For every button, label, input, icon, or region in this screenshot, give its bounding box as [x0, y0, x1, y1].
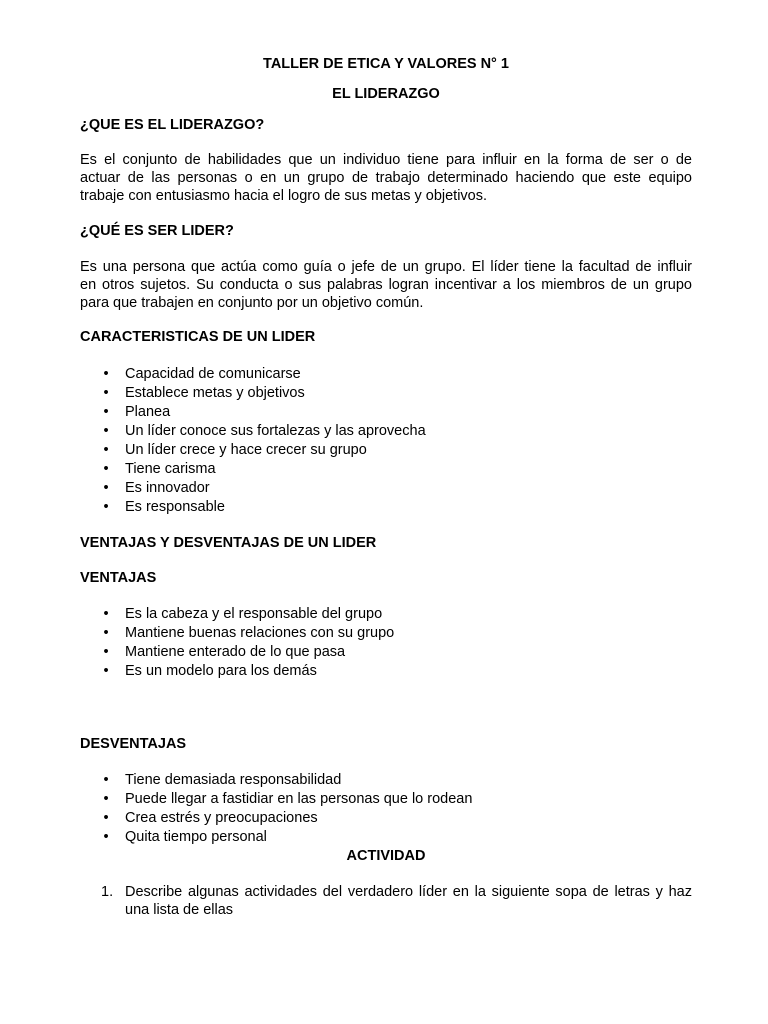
list-item-text: Un líder conoce sus fortalezas y las aprovecha: [125, 423, 426, 439]
heading-what-is-leadership: ¿QUE ES EL LIDERAZGO?: [80, 117, 265, 133]
list-item: [80, 662, 692, 681]
bullet-icon: •: [103, 404, 109, 420]
activity-list: [80, 883, 692, 919]
heading-advantages: VENTAJAS: [80, 570, 157, 586]
heading-pros-cons: VENTAJAS Y DESVENTAJAS DE UN LIDER: [80, 535, 377, 551]
bullet-icon: •: [103, 423, 109, 439]
paragraph-line: actuar de las personas o en un grupo de trabajo determinado haciendo que este equipo: [80, 170, 692, 186]
list-item: [80, 883, 692, 919]
list-item-text: Es innovador: [125, 480, 210, 496]
bullet-icon: •: [103, 442, 109, 458]
bullet-icon: •: [103, 810, 109, 826]
bullet-icon: •: [103, 385, 109, 401]
list-item: [80, 384, 692, 403]
list-item: [80, 605, 692, 624]
list-item-text: Mantiene enterado de lo que pasa: [125, 644, 346, 660]
list-item: [80, 828, 692, 847]
list-item-text: Quita tiempo personal: [125, 829, 267, 845]
list-item-line: una lista de ellas: [125, 902, 234, 918]
paragraph-line: Es una persona que actúa como guía o jefe de un grupo. El líder tiene la facultad de influir: [80, 259, 692, 275]
disadvantages-list: [80, 771, 692, 847]
list-item: [80, 365, 692, 384]
heading-activity: ACTIVIDAD: [346, 848, 426, 864]
paragraph-what-is-leadership: [80, 151, 692, 205]
list-item-text: Es responsable: [125, 499, 225, 515]
list-item: [80, 460, 692, 479]
paragraph-line: en otros sujetos. Su conducta o sus palabras logran incentivar a los miembros de un grupo: [80, 277, 692, 293]
bullet-icon: •: [103, 480, 109, 496]
list-item-text: Tiene demasiada responsabilidad: [125, 772, 342, 788]
list-item-text: Crea estrés y preocupaciones: [125, 810, 318, 826]
list-item: [80, 498, 692, 517]
bullet-icon: •: [103, 366, 109, 382]
list-item: [80, 479, 692, 498]
list-item: [80, 771, 692, 790]
list-item: [80, 422, 692, 441]
document-subtitle: EL LIDERAZGO: [332, 86, 440, 102]
list-item: [80, 790, 692, 809]
list-item-number: 1.: [101, 884, 114, 900]
list-item-text: Planea: [125, 404, 171, 420]
paragraph-line: Es el conjunto de habilidades que un individuo tiene para influir en la forma de ser o de: [80, 152, 692, 168]
list-item: [80, 643, 692, 662]
bullet-icon: •: [103, 772, 109, 788]
bullet-icon: •: [103, 461, 109, 477]
advantages-list: [80, 605, 692, 681]
list-item-text: Mantiene buenas relaciones con su grupo: [125, 625, 395, 641]
bullet-icon: •: [103, 663, 109, 679]
bullet-icon: •: [103, 791, 109, 807]
bullet-icon: •: [103, 625, 109, 641]
list-item-text: Capacidad de comunicarse: [125, 366, 301, 382]
list-item: [80, 403, 692, 422]
document-title: TALLER DE ETICA Y VALORES N° 1: [263, 56, 509, 72]
list-item-text: Establece metas y objetivos: [125, 385, 305, 401]
paragraph-what-is-leader: [80, 258, 692, 312]
heading-characteristics: CARACTERISTICAS DE UN LIDER: [80, 329, 316, 345]
list-item-text: Puede llegar a fastidiar en las personas que lo rodean: [125, 791, 473, 807]
list-item-text: Es la cabeza y el responsable del grupo: [125, 606, 383, 622]
list-item: [80, 809, 692, 828]
bullet-icon: •: [103, 499, 109, 515]
characteristics-list: [80, 365, 692, 517]
list-item: [80, 624, 692, 643]
list-item: [80, 441, 692, 460]
heading-disadvantages: DESVENTAJAS: [80, 736, 187, 752]
paragraph-line: trabaje con entusiasmo hacia el logro de sus metas y objetivos.: [80, 188, 488, 204]
bullet-icon: •: [103, 829, 109, 845]
document-page: [80, 0, 692, 1024]
list-item-line: Describe algunas actividades del verdadero líder en la siguiente sopa de letras y haz: [125, 884, 692, 900]
bullet-icon: •: [103, 644, 109, 660]
bullet-icon: •: [103, 606, 109, 622]
list-item-text: Tiene carisma: [125, 461, 216, 477]
heading-what-is-leader: ¿QUÉ ES SER LIDER?: [80, 223, 234, 239]
list-item-text: Es un modelo para los demás: [125, 663, 317, 679]
list-item-text: Un líder crece y hace crecer su grupo: [125, 442, 367, 458]
paragraph-line: para que trabajen en conjunto por un objetivo común.: [80, 295, 424, 311]
